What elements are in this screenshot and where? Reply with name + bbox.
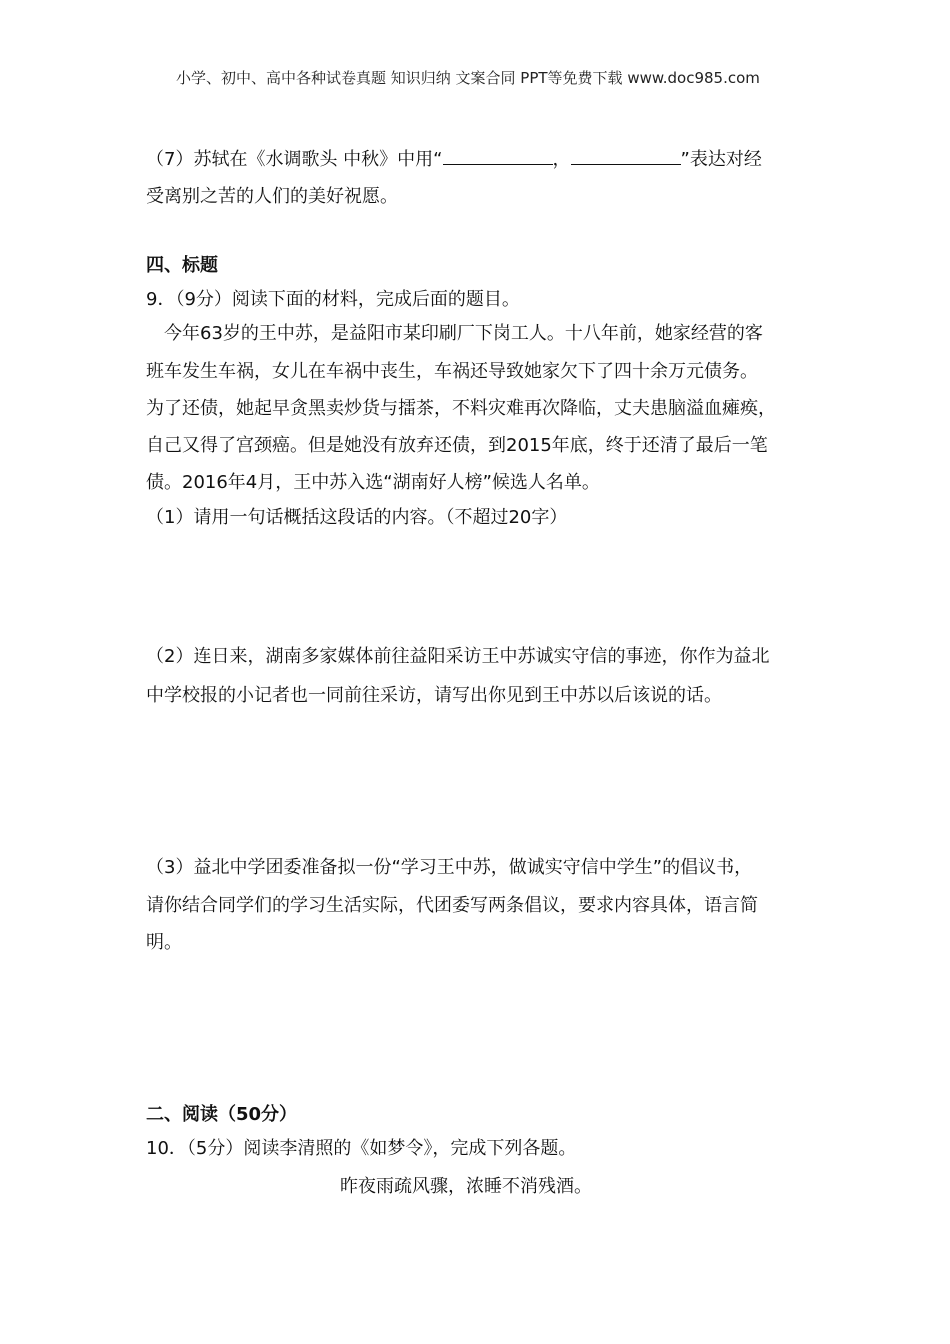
q7-blank-2[interactable] xyxy=(571,146,681,165)
q7-separator: ， xyxy=(552,149,571,170)
q9-sub3-line: 明。 xyxy=(146,932,182,953)
q10-intro: 10．（5分）阅读李清照的《如梦令》，完成下列各题。 xyxy=(146,1138,577,1159)
section-4-title: 四、标题 xyxy=(146,255,218,276)
section-2-title: 二、阅读（50分） xyxy=(146,1104,298,1125)
q9-passage-line: 自己又得了宫颈癌。但是她没有放弃还债，到2015年底，终于还清了最后一笔 xyxy=(146,435,768,456)
q9-sub3-line: （3）益北中学团委准备拟一份“学习王中苏，做诚实守信中学生”的倡议书， xyxy=(146,857,753,878)
q9-sub1: （1）请用一句话概括这段话的内容。（不超过20字） xyxy=(146,507,568,528)
poem-line: 昨夜雨疏风骤，浓睡不消残酒。 xyxy=(340,1176,592,1197)
q7-blank-1[interactable] xyxy=(443,146,553,165)
q9-sub3-line: 请你结合同学们的学习生活实际，代团委写两条倡议，要求内容具体，语言简 xyxy=(146,895,758,916)
q9-sub2-line: 中学校报的小记者也一同前往采访，请写出你见到王中苏以后该说的话。 xyxy=(146,685,722,706)
q9-passage-line: 债。2016年4月，王中苏入选“湖南好人榜”候选人名单。 xyxy=(146,472,600,493)
q9-sub2-line: （2）连日来，湖南多家媒体前往益阳采访王中苏诚实守信的事迹，你作为益北 xyxy=(146,646,770,667)
q9-passage-line: 今年63岁的王中苏，是益阳市某印刷厂下岗工人。十八年前，她家经营的客 xyxy=(164,323,763,344)
q9-intro: 9．（9分）阅读下面的材料，完成后面的题目。 xyxy=(146,289,520,310)
q7-text-post: ”表达对经 xyxy=(680,149,762,170)
q9-passage-line: 班车发生车祸，女儿在车祸中丧生，车祸还导致她家欠下了四十余万元债务。 xyxy=(146,361,758,382)
q9-passage-line: 为了还债，她起早贪黑卖炒货与擂茶，不料灾难再次降临，丈夫患脑溢血瘫痪， xyxy=(146,398,776,419)
q7-line-1 xyxy=(146,146,762,172)
q7-text-pre: （7）苏轼在《水调歌头 中秋》中用“ xyxy=(146,149,443,170)
q7-line-2: 受离别之苦的人们的美好祝愿。 xyxy=(146,186,398,207)
page-header: 小学、初中、高中各种试卷真题 知识归纳 文案合同 PPT等免费下载 www.doc985.com xyxy=(176,69,760,87)
